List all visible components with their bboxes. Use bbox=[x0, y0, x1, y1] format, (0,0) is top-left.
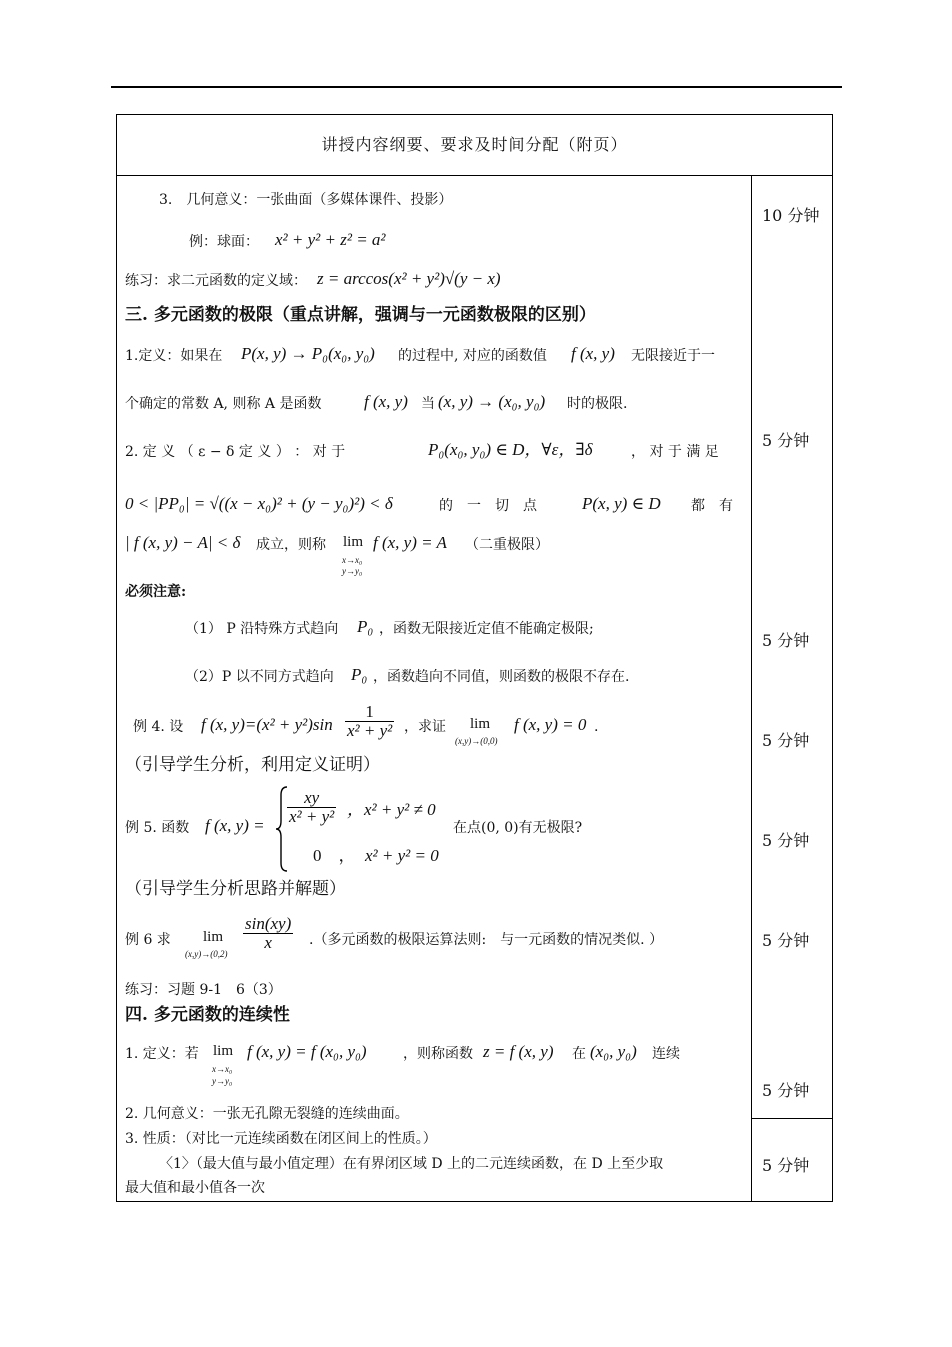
time-slot: 5 分钟 bbox=[762, 731, 810, 750]
def1-text-c: 无限接近于一 bbox=[631, 348, 715, 364]
note2-p0: P₀ bbox=[351, 665, 368, 684]
section-4-heading: 四. 多元函数的连续性 bbox=[125, 1005, 290, 1025]
def2-text-b: ， 对 于 满 足 bbox=[631, 444, 719, 460]
def2-line3-text-a: 成立，则称 bbox=[256, 537, 326, 553]
def1-text-a: 1.定义：如果在 bbox=[125, 348, 223, 364]
def1-formula-a: P(x, y) → P₀(x₀, y₀) bbox=[241, 344, 375, 363]
time-slot: 10 分钟 bbox=[762, 206, 820, 225]
ex5-formula-f: f (x, y) = bbox=[205, 816, 265, 835]
cont2-line: 2. 几何意义：一张无孔隙无裂缝的连续曲面。 bbox=[125, 1106, 409, 1122]
time-cell-divider bbox=[751, 1118, 833, 1119]
note1-text-a: （1） P 沿特殊方式趋向 bbox=[185, 621, 339, 637]
table-header: 讲授内容纲要、要求及时间分配（附页） bbox=[117, 115, 832, 176]
ex4-fraction-numerator: 1 bbox=[345, 703, 394, 722]
def2-line3-text-b: （二重极限） bbox=[465, 537, 549, 553]
sphere-formula: x² + y² + z² = a² bbox=[275, 230, 386, 249]
time-slot: 5 分钟 bbox=[762, 831, 810, 850]
cont1-lim: lim bbox=[213, 1043, 234, 1059]
ex5-label: 例 5. 函数 bbox=[125, 820, 190, 836]
time-slot: 5 分钟 bbox=[762, 1081, 810, 1100]
cont3-1-line-a: 〈1〉（最大值与最小值定理）在有界闭区域 D 上的二元连续函数，在 D 上至少取 bbox=[159, 1156, 664, 1172]
ex4-formula-a: f (x, y)=(x² + y²)sin bbox=[201, 715, 333, 734]
def2-lim-sub-x: x→x₀ bbox=[342, 555, 363, 565]
note2-text-a: （2）P 以不同方式趋向 bbox=[185, 669, 334, 685]
def2-lim-sub-y: y→y₀ bbox=[342, 566, 363, 576]
note-heading: 必须注意: bbox=[125, 584, 187, 600]
cont1-text-a: 1. 定义：若 bbox=[125, 1046, 199, 1062]
def2-line2-text-a: 的 一 切 点 bbox=[439, 498, 537, 514]
ex6-label: 例 6 求 bbox=[125, 932, 171, 948]
ex6-lim-sub: (x,y)→(0,2) bbox=[185, 949, 228, 959]
def1-line2-b: 当 bbox=[421, 396, 435, 412]
note2-text-b: ，函数趋向不同值，则函数的极限不存在. bbox=[373, 669, 630, 685]
section-3-heading: 三. 多元函数的极限（重点讲解，强调与一元函数极限的区别） bbox=[125, 305, 596, 325]
sphere-example-label: 例：球面： bbox=[189, 234, 259, 250]
ex4-lim: lim bbox=[470, 716, 491, 732]
def1-text-b: 的过程中, 对应的函数值 bbox=[398, 348, 547, 364]
ex5-case2-condition: x² + y² = 0 bbox=[365, 846, 439, 865]
ex4-formula-b: f (x, y) = 0 bbox=[514, 715, 587, 734]
cont3-1-line-b: 最大值和最小值各一次 bbox=[125, 1180, 265, 1196]
section-3-line: 3. 几何意义：一张曲面（多媒体课件、投影） bbox=[159, 192, 453, 208]
ex4-label: 例 4. 设 bbox=[133, 719, 184, 735]
note1-text-b: ，函数无限接近定值不能确定极限; bbox=[379, 621, 594, 637]
def1-line2-formula-a: f (x, y) bbox=[364, 392, 408, 411]
cont1-text-b: ，则称函数 bbox=[403, 1046, 473, 1062]
def2-line3-formula-b: f (x, y) = A bbox=[373, 533, 447, 552]
cont1-text-d: 连续 bbox=[652, 1046, 680, 1062]
cont1-text-c: 在 bbox=[572, 1046, 586, 1062]
ex5-note: （引导学生分析思路并解题） bbox=[125, 879, 346, 899]
time-slot: 5 分钟 bbox=[762, 1156, 810, 1175]
ex5-fraction-denominator: x² + y² bbox=[289, 807, 335, 826]
homework-line: 练习：习题 9-1 6（3） bbox=[125, 982, 282, 998]
def2-line3-formula-a: | f (x, y) − A| < δ bbox=[125, 533, 241, 552]
time-slot: 5 分钟 bbox=[762, 631, 810, 650]
ex5-fraction bbox=[287, 789, 336, 826]
def1-formula-b: f (x, y) bbox=[571, 344, 615, 363]
def1-line2-c: 时的极限. bbox=[567, 396, 628, 412]
ex4-period: . bbox=[594, 719, 599, 735]
ex6-lim: lim bbox=[203, 929, 224, 945]
def1-line2-formula-b: (x, y) → (x₀, y₀) bbox=[438, 392, 546, 411]
time-slot: 5 分钟 bbox=[762, 931, 810, 950]
ex6-fraction-numerator: sin(xy) bbox=[245, 914, 292, 933]
cont1-formula-b: z = f (x, y) bbox=[483, 1042, 554, 1061]
ex5-case2-value: 0 ， bbox=[313, 846, 356, 865]
def2-line2-text-b: 都 有 bbox=[691, 498, 733, 514]
ex4-fraction bbox=[345, 703, 394, 740]
cont1-formula-a: f (x, y) = f (x₀, y₀) bbox=[247, 1042, 367, 1061]
ex4-text-b: ，求证 bbox=[404, 719, 446, 735]
time-slot: 5 分钟 bbox=[762, 431, 810, 450]
cont3-line: 3. 性质：（对比一元连续函数在闭区间上的性质。） bbox=[125, 1131, 437, 1147]
exercise-domain-label: 练习：求二元函数的定义域： bbox=[125, 273, 307, 289]
def1-line2-a: 个确定的常数 A, 则称 A 是函数 bbox=[125, 396, 322, 412]
def2-text-a: 2. 定 义 （ ε − δ 定 义 ） ： 对 于 bbox=[125, 444, 346, 460]
content-table bbox=[116, 114, 833, 1202]
def2-formula-a: P₀(x₀, y₀) ∈ D，∀ε，∃δ bbox=[428, 440, 593, 459]
ex6-fraction-denominator: x bbox=[264, 933, 272, 952]
ex4-fraction-denominator: x² + y² bbox=[347, 721, 393, 740]
ex5-fraction-numerator: xy bbox=[287, 789, 336, 808]
top-rule bbox=[111, 86, 842, 88]
def2-line2-formula: 0 < |PP₀| = √((x − x₀)² + (y − y₀)²) < δ bbox=[125, 494, 393, 513]
def2-lim: lim bbox=[343, 534, 364, 550]
ex6-fraction bbox=[243, 915, 293, 952]
ex4-lim-sub: (x,y)→(0,0) bbox=[455, 736, 498, 746]
exercise-domain-formula: z = arccos(x² + y²)√(y − x) bbox=[317, 269, 501, 288]
ex5-question: 在点(0, 0)有无极限? bbox=[453, 820, 583, 836]
cont1-lim-sub-y: y→y₀ bbox=[212, 1076, 233, 1086]
ex5-case1-condition: ，x² + y² ≠ 0 bbox=[347, 800, 436, 819]
column-divider bbox=[751, 176, 752, 1201]
def2-line2-formula-b: P(x, y) ∈ D bbox=[582, 494, 661, 513]
cont1-lim-sub-x: x→x₀ bbox=[212, 1064, 233, 1074]
ex4-note: （引导学生分析，利用定义证明） bbox=[125, 755, 380, 775]
note1-p0: P₀ bbox=[357, 617, 374, 636]
cont1-formula-c: (x₀, y₀) bbox=[590, 1042, 637, 1061]
ex6-text: .（多元函数的极限运算法则: 与一元函数的情况类似. ） bbox=[309, 932, 664, 948]
